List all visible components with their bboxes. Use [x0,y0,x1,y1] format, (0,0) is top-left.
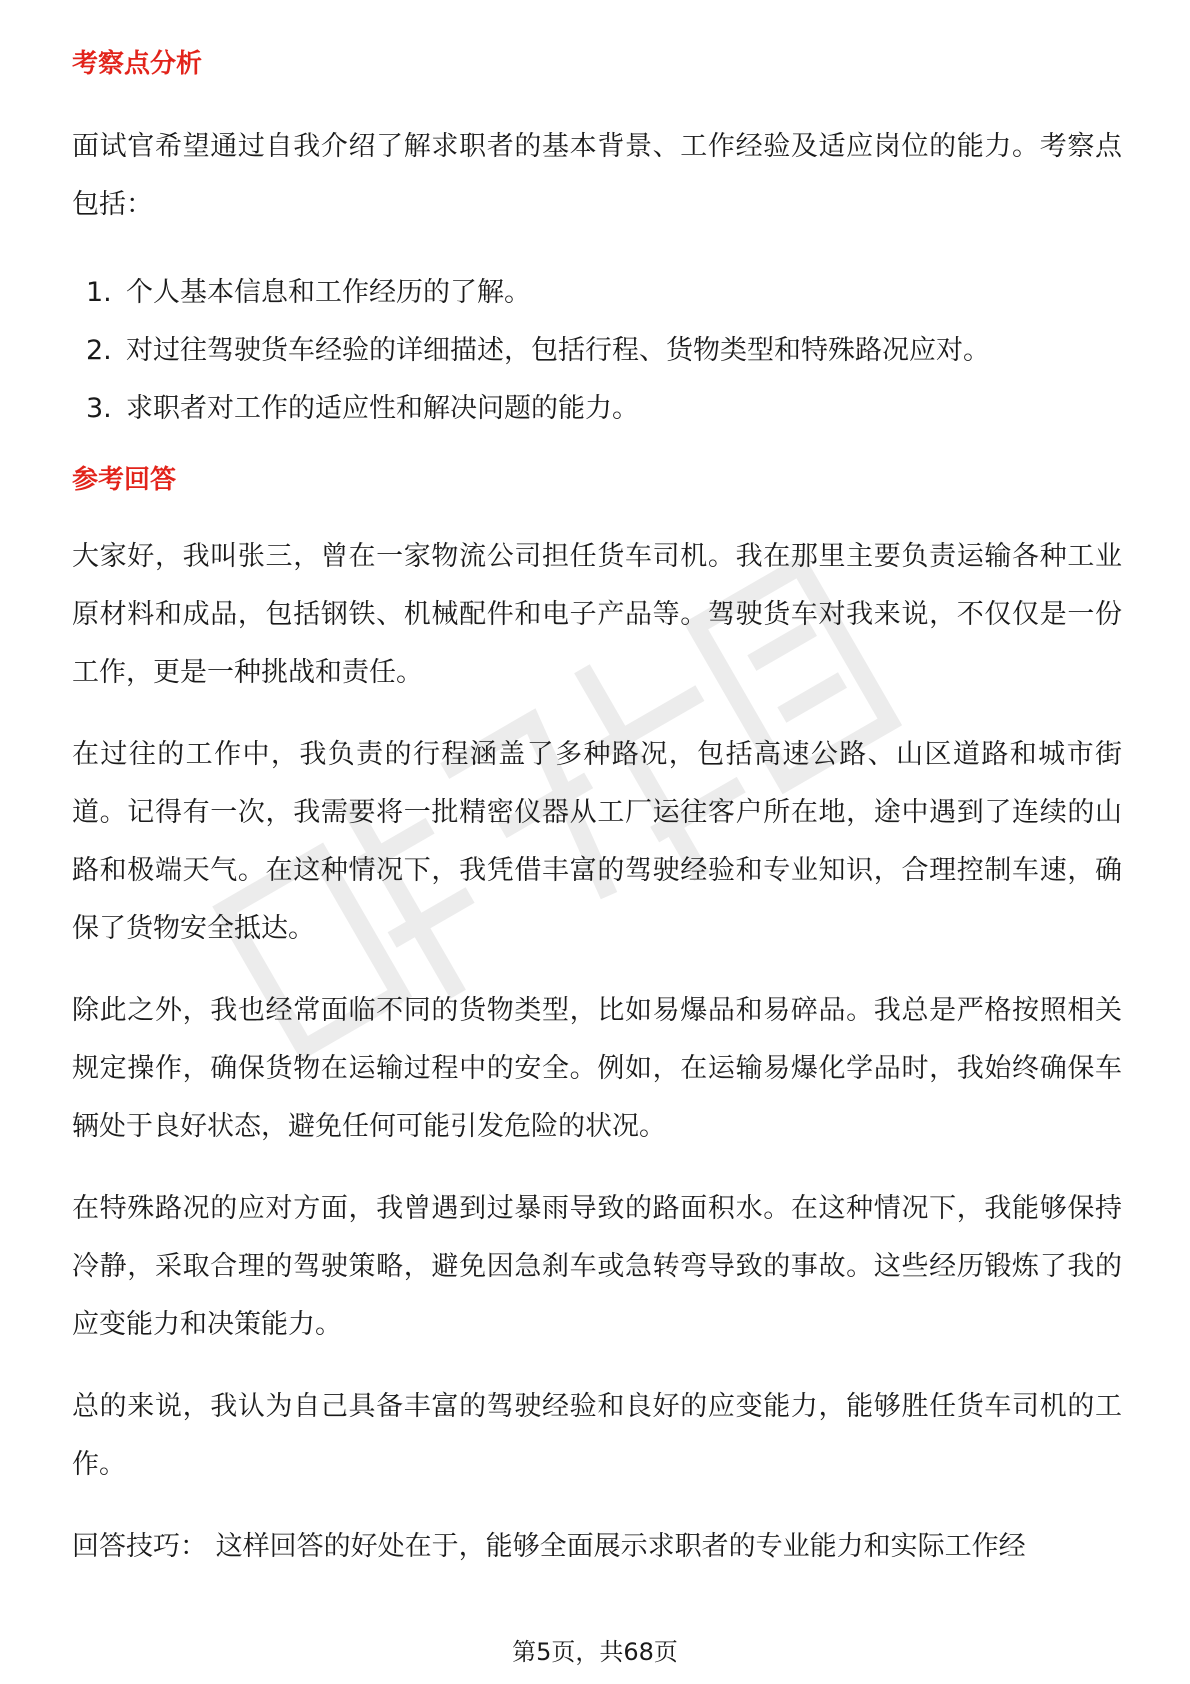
answer-paragraph: 除此之外，我也经常面临不同的货物类型，比如易爆品和易碎品。我总是严格按照相关规定操作，确保货物在运输过程中的安全。例如，在运输易爆化学品时，我始终确保车辆处于良好状态，避免任何可能引发危险的状况。 [72,995,1122,1142]
list-item-text: 求职者对工作的适应性和解决问题的能力。 [126,393,639,424]
list-item-text: 对过往驾驶货车经验的详细描述，包括行程、货物类型和特殊路况应对。 [126,335,990,366]
analysis-points-list [72,264,1122,438]
answer-paragraph: 大家好，我叫张三，曾在一家物流公司担任货车司机。我在那里主要负责运输各种工业原材料和成品，包括钢铁、机械配件和电子产品等。驾驶货车对我来说，不仅仅是一份工作，更是一种挑战和责任。 [72,541,1122,688]
analysis-intro: 面试官希望通过自我介绍了解求职者的基本背景、工作经验及适应岗位的能力。考察点包括： [72,131,1122,220]
page-number-footer: 第5页，共68页 [512,1638,678,1666]
analysis-heading: 考察点分析 [72,49,203,79]
answer-paragraph: 总的来说，我认为自己具备丰富的驾驶经验和良好的应变能力，能够胜任货车司机的工作。 [72,1391,1122,1480]
answer-tip-paragraph: 回答技巧： 这样回答的好处在于，能够全面展示求职者的专业能力和实际工作经 [72,1531,1026,1562]
list-item-number: 2. [86,335,112,366]
answer-paragraph: 在过往的工作中，我负责的行程涵盖了多种路况，包括高速公路、山区道路和城市街道。记得有一次，我需要将一批精密仪器从工厂运往客户所在地，途中遇到了连续的山路和极端天气。在这种情况下，我凭借丰富的驾驶经验和专业知识，合理控制车速，确保了货物安全抵达。 [72,739,1122,944]
list-item [72,264,1122,322]
list-item [72,322,1122,380]
list-item-number: 1. [86,277,112,308]
list-item [72,380,1122,438]
list-item-text: 个人基本信息和工作经历的了解。 [126,277,531,308]
list-item-number: 3. [86,393,112,424]
answer-paragraph: 在特殊路况的应对方面，我曾遇到过暴雨导致的路面积水。在这种情况下，我能够保持冷静，采取合理的驾驶策略，避免因急刹车或急转弯导致的事故。这些经历锻炼了我的应变能力和决策能力。 [72,1193,1122,1340]
answer-heading: 参考回答 [72,465,177,495]
main-content [72,44,1122,1576]
